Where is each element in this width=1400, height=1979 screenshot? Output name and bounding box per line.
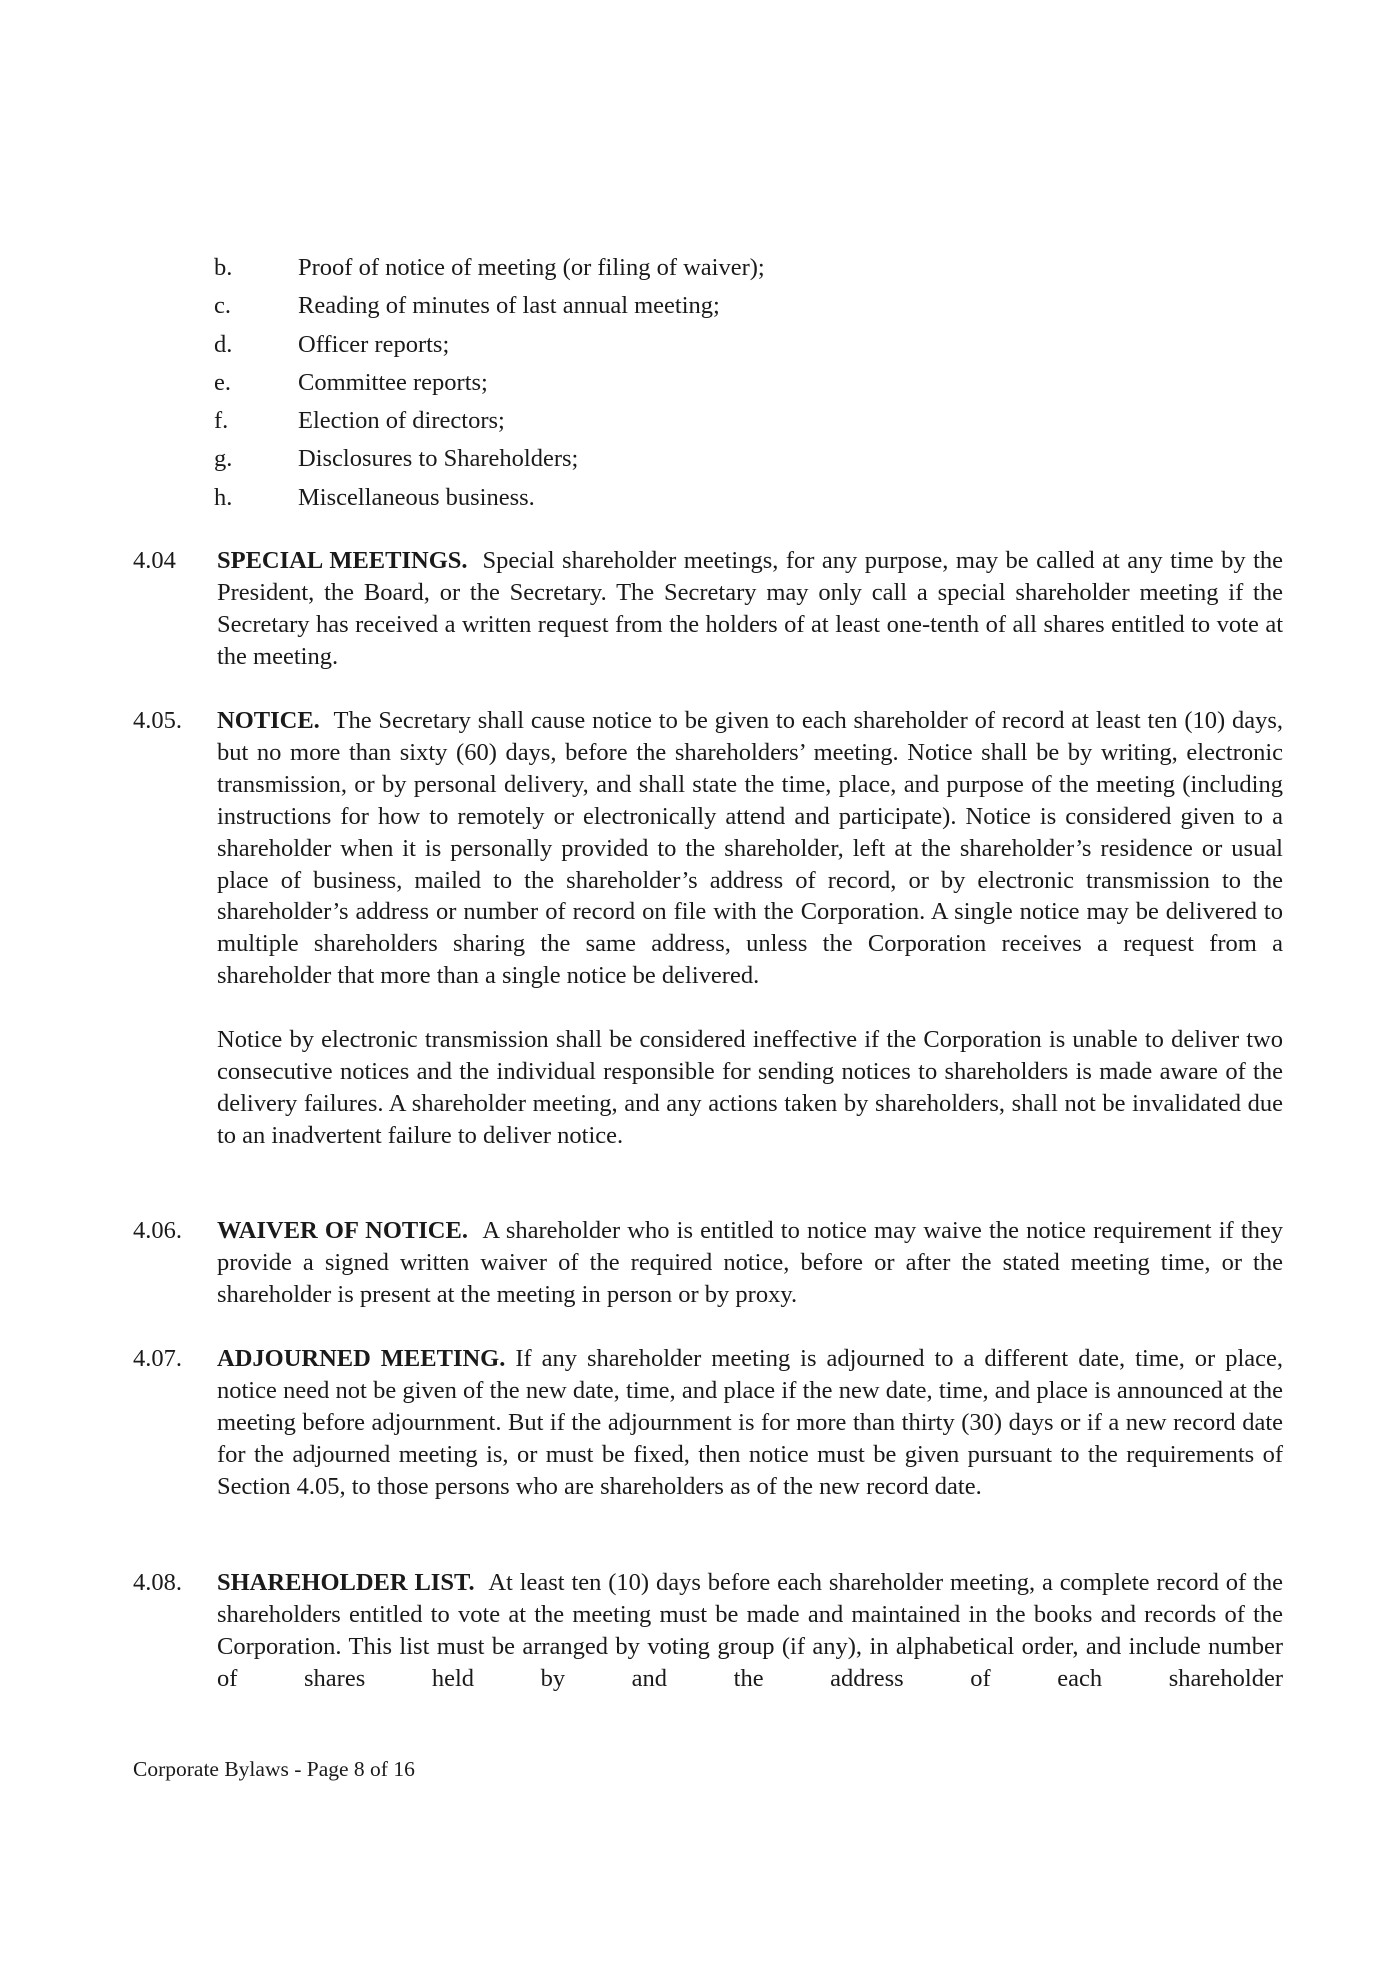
section-heading: SHAREHOLDER LIST.: [217, 1569, 475, 1596]
agenda-list: [214, 249, 1114, 517]
list-item: [214, 364, 1114, 402]
list-item-text: Committee reports;: [298, 368, 488, 396]
list-item-text: Disclosures to Shareholders;: [298, 445, 579, 473]
section-number: 4.08.: [133, 1569, 182, 1596]
list-item-text: Election of directors;: [298, 407, 505, 435]
section-text: If any shareholder meeting is adjourned to a different date, time, or place, notice need not be given of the new date, time, and place if the new date, time, and place is announced at the meeting before adjournment. But if the adjournment is for more than thirty (30) days or if a new record date for the adjourned meeting is, or must be fixed, then notice must be given pursuant to the requirements of Section 4.05, to those persons who are shareholders as of the new record date.: [217, 1345, 1283, 1500]
section-4-05: [133, 705, 1283, 1152]
section-number: 4.05.: [133, 707, 182, 734]
list-item: [214, 287, 1114, 325]
list-item-text: Miscellaneous business.: [298, 483, 535, 511]
section-heading: ADJOURNED MEETING.: [217, 1345, 506, 1372]
list-item-letter: f.: [214, 407, 229, 435]
section-4-08: [133, 1567, 1283, 1695]
section-number: 4.04: [133, 547, 176, 574]
section-text: A shareholder who is entitled to notice may waive the notice requirement if they provide a signed written waiver of the required notice, before or after the stated meeting time, or the shareholder is present at the meeting in person or by proxy.: [217, 1217, 1284, 1308]
list-item-letter: c.: [214, 292, 231, 320]
section-number: 4.07.: [133, 1345, 182, 1372]
section-4-06: [133, 1215, 1283, 1311]
page-footer: Corporate Bylaws - Page 8 of 16: [133, 1757, 415, 1781]
section-text-continued: Notice by electronic transmission shall be considered ineffective if the Corporation is unable to deliver two consecutive notices and the individual responsible for sending notices to shareholders is made aware of the delivery failures. A shareholder meeting, and any actions taken by shareholders, shall not be invalidated due to an inadvertent failure to deliver notice.: [217, 1026, 1283, 1149]
list-item: [214, 402, 1114, 440]
section-heading: WAIVER OF NOTICE.: [217, 1217, 468, 1244]
list-item-text: Reading of minutes of last annual meeting;: [298, 292, 720, 320]
section-heading: SPECIAL MEETINGS.: [217, 547, 468, 574]
list-item: [214, 249, 1114, 287]
section-4-07: [133, 1343, 1283, 1503]
list-item-letter: d.: [214, 330, 233, 358]
list-item-text: Officer reports;: [298, 330, 450, 358]
section-text: At least ten (10) days before each shareholder meeting, a complete record of the shareholders entitled to vote at the meeting must be made and maintained in the books and records of the Corporation. This list must be arranged by voting group (if any), in alphabetical order, and include number of shares held by and the address of each shareholder: [217, 1569, 1283, 1692]
list-item: [214, 479, 1114, 517]
list-item-letter: b.: [214, 254, 233, 281]
section-text: Special shareholder meetings, for any purpose, may be called at any time by the President, the Board, or the Secretary. The Secretary may only call a special shareholder meeting if the Secretary has received a written request from the holders of at least one-tenth of all shares entitled to vote at the meeting.: [217, 547, 1284, 670]
section-text: The Secretary shall cause notice to be given to each shareholder of record at least ten (10) days, but no more than sixty (60) days, before the shareholders’ meeting. Notice shall be by writing, electronic transmission, or by personal delivery, and shall state the time, place, and purpose of the meeting (including instructions for how to remotely or electronically attend and participate). Notice is considered given to a shareholder when it is personally provided to the shareholder, left at the shareholder’s residence or usual place of business, mailed to the shareholder’s address of record, or by electronic transmission to the shareholder’s address or number of record on file with the Corporation. A single notice may be delivered to multiple shareholders sharing the same address, unless the Corporation receives a request from a shareholder that more than a single notice be delivered.: [217, 707, 1284, 990]
list-item: [214, 326, 1114, 364]
list-item-letter: e.: [214, 368, 231, 396]
section-heading: NOTICE.: [217, 707, 320, 734]
list-item-text: Proof of notice of meeting (or filing of waiver);: [298, 254, 765, 281]
list-item-letter: g.: [214, 445, 233, 473]
list-item-letter: h.: [214, 483, 233, 511]
section-number: 4.06.: [133, 1217, 182, 1244]
list-item: [214, 440, 1114, 478]
section-4-04: [133, 545, 1283, 673]
